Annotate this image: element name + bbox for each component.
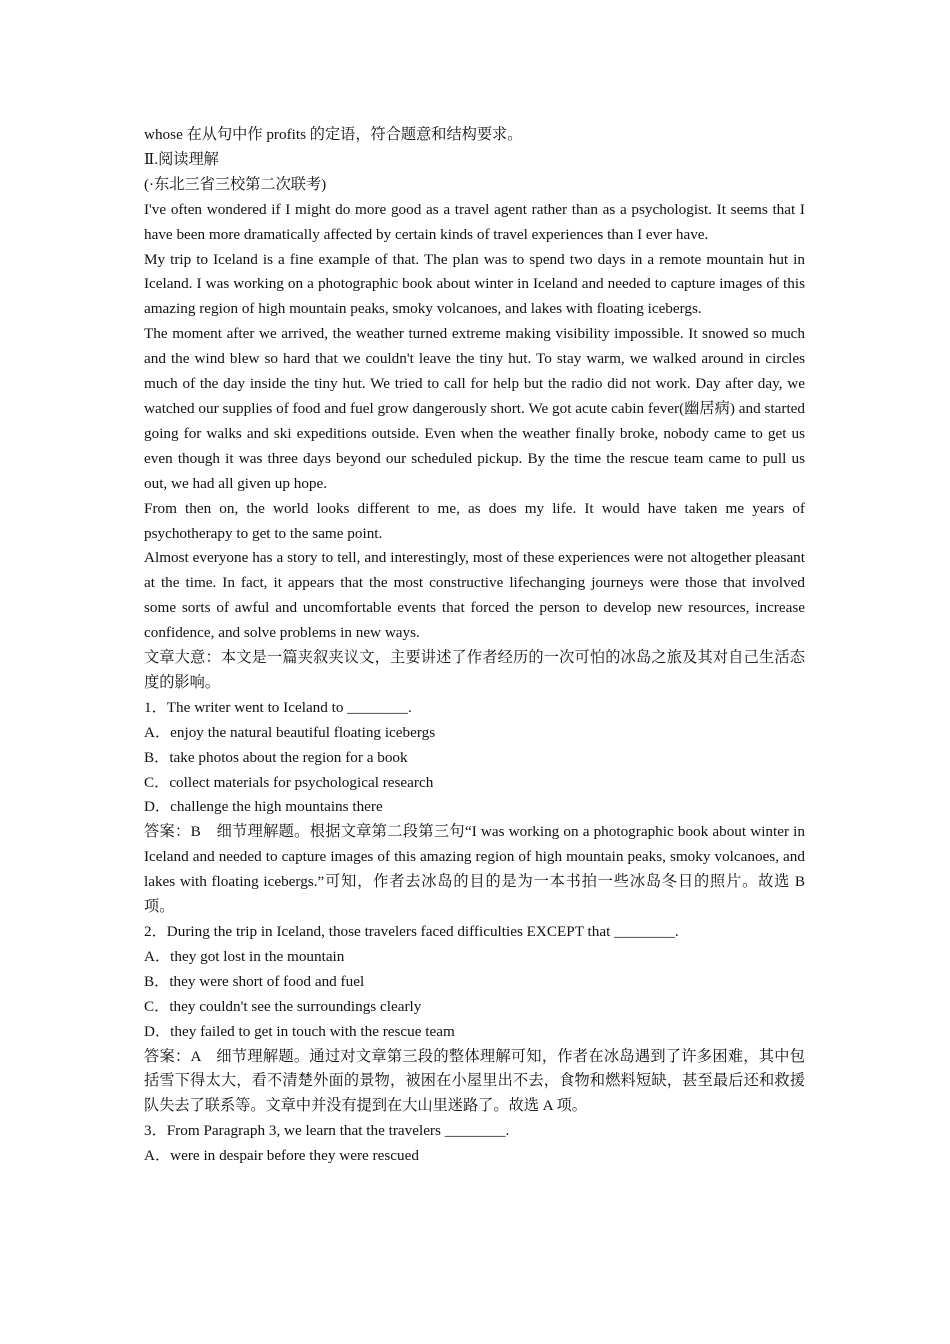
passage-paragraph-1: I've often wondered if I might do more good as a travel agent rather than as a psychologist. It seems that I have been more dramatically affected by certain kinds of travel experiences than I ever have. <box>144 200 805 243</box>
passage-paragraph-5: Almost everyone has a story to tell, and interestingly, most of these experiences were not altogether pleasant at the time. In fact, it appears that the most constructive lifechanging journeys were those that involved some sorts of awful and uncomfortable events that forced the person to develop new resources, increase confidence, and solve problems in new ways. <box>144 549 805 642</box>
option-a: A．enjoy the natural beautiful floating icebergs <box>144 723 436 741</box>
intro-line: whose 在从句中作 profits 的定语，符合题意和结构要求。 <box>144 126 523 143</box>
option-b: B．take photos about the region for a book <box>144 748 408 766</box>
passage-paragraph-4: From then on, the world looks different to me, as does my life. It would have taken me years of psychotherapy to get to the same point. <box>144 499 805 542</box>
option-d: D．challenge the high mountains there <box>144 798 383 816</box>
answer-explanation: 答案：A 细节理解题。通过对文章第三段的整体理解可知，作者在冰岛遇到了许多困难，其中包括雪下得太大，看不清楚外面的景物，被困在小屋里出不去，食物和燃料短缺，甚至最后还和救援队失去了联系等。文章中并没有提到在大山里迷路了。故选 A 项。 <box>144 1047 805 1115</box>
option-a: A．were in despair before they were rescued <box>144 1147 419 1165</box>
option-c: C．they couldn't see the surroundings clearly <box>144 997 422 1015</box>
question-3 <box>144 1119 805 1169</box>
passage-paragraph-2: My trip to Iceland is a fine example of that. The plan was to spend two days in a remote mountain hut in Iceland. I was working on a photographic book about winter in Iceland and needed to capture images of this amazing region of high mountain peaks, smoky volcanoes, and lakes with floating icebergs. <box>144 250 805 318</box>
question-2 <box>144 920 805 1119</box>
question-stem: 3．From Paragraph 3, we learn that the travelers ________. <box>144 1122 510 1140</box>
passage-paragraph-3: The moment after we arrived, the weather turned extreme making visibility impossible. It snowed so much and the wind blew so hard that we couldn't leave the tiny hut. To stay warm, we walked around in circles much of the day inside the tiny hut. We tried to call for help but the radio did not work. Day after day, we watched our supplies of food and fuel grow dangerously short. We got acute cabin fever(幽居病) and started going for walks and ski expeditions outside. Even when the weather finally broke, nobody came to get us even though it was three days beyond our scheduled pickup. By the time the rescue team came to pull us out, we had all given up hope. <box>144 325 805 492</box>
summary: 文章大意：本文是一篇夹叙夹议文，主要讲述了作者经历的一次可怕的冰岛之旅及其对自己生活态度的影响。 <box>144 649 805 691</box>
option-a: A．they got lost in the mountain <box>144 947 345 965</box>
option-c: C．collect materials for psychological research <box>144 773 434 791</box>
passage <box>144 198 805 646</box>
question-1 <box>144 696 805 920</box>
option-b: B．they were short of food and fuel <box>144 972 365 990</box>
source-note: (·东北三省三校第二次联考) <box>144 175 327 193</box>
question-stem: 1．The writer went to Iceland to ________. <box>144 698 412 716</box>
option-d: D．they failed to get in touch with the rescue team <box>144 1022 455 1040</box>
section-title: Ⅱ.阅读理解 <box>144 150 219 168</box>
question-stem: 2．During the trip in Iceland, those travelers faced difficulties EXCEPT that ________. <box>144 923 679 940</box>
document-page <box>144 123 805 1169</box>
answer-explanation: 答案：B 细节理解题。根据文章第二段第三句“I was working on a photographic book about winter in Iceland and needed to capture images of this amazing region of high mountain peaks, smoky volcanoes, and lakes with floating icebergs.”可知，作者去冰岛的目的是为一本书拍一些冰岛冬日的照片。故选 B 项。 <box>144 823 805 916</box>
